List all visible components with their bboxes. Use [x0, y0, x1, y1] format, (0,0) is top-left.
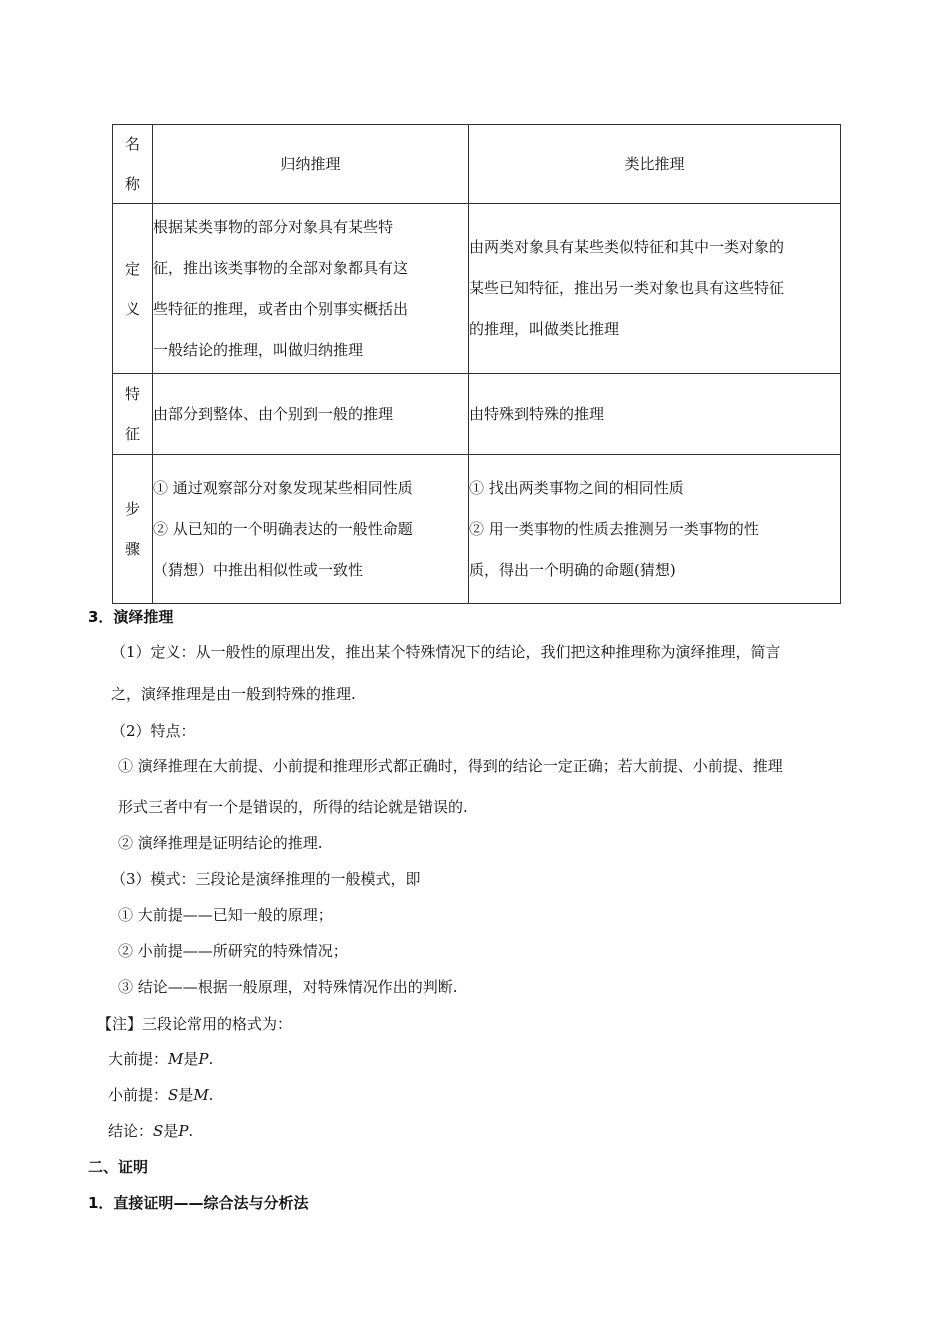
mode-item-3: ③ 结论——根据一般原理，对特殊情况作出的判断.: [118, 978, 458, 996]
math-var: S: [168, 1086, 179, 1104]
row-label-feature: [113, 374, 153, 455]
syllogism-prefix: 结论：: [108, 1122, 154, 1140]
row-label-char: 定: [124, 259, 140, 278]
cell-line: ② 用一类事物的性质去推测另一类事物的性: [469, 519, 759, 538]
direct-proof-heading: 1．直接证明——综合法与分析法: [88, 1194, 309, 1212]
features-title: （2）特点：: [111, 722, 196, 740]
syllogism-prefix: 大前提：: [108, 1050, 169, 1068]
mode-item-2: ② 小前提——所研究的特殊情况；: [118, 942, 348, 960]
steps-analogical-cell: [469, 455, 841, 604]
math-var: P: [178, 1122, 189, 1140]
feature-analogical-cell: [469, 374, 841, 455]
cell-line: 由部分到整体、由个别到一般的推理: [153, 404, 394, 423]
cell-line: 的推理，叫做类比推理: [469, 320, 620, 338]
header-col-inductive: 归纳推理: [153, 125, 469, 204]
definition-inductive-cell: [153, 204, 469, 374]
feature-inductive-cell: [153, 374, 469, 455]
cell-line: ② 从已知的一个明确表达的一般性命题: [153, 519, 413, 538]
cell-line: 根据某类事物的部分对象具有某些特: [153, 217, 394, 236]
proof-heading: 二、证明: [88, 1158, 149, 1176]
definition-analogical-cell: [469, 204, 841, 374]
header-label-char: 名: [124, 135, 140, 153]
row-label-steps: [113, 455, 153, 604]
cell-line: ① 通过观察部分对象发现某些相同性质: [153, 478, 413, 497]
table-row-steps: [113, 455, 841, 604]
cell-line: 一般结论的推理，叫做归纳推理: [153, 340, 364, 359]
period: .: [208, 1086, 214, 1104]
syllogism-conclusion: [108, 1120, 193, 1141]
syllogism-verb: 是: [163, 1122, 179, 1140]
comparison-table: [112, 124, 841, 604]
math-var: M: [168, 1050, 184, 1068]
row-label-char: 特: [124, 385, 140, 403]
feature-2: ② 演绎推理是证明结论的推理.: [118, 834, 323, 852]
table-row-definition: [113, 204, 841, 374]
feature-1-line-2: 形式三者中有一个是错误的，所得的结论就是错误的.: [118, 798, 468, 816]
definition-line-2: 之，演绎推理是由一般到特殊的推理.: [111, 685, 356, 703]
cell-line: 由两类对象具有某些类似特征和其中一类对象的: [469, 238, 785, 256]
note: 【注】三段论常用的格式为：: [97, 1015, 293, 1033]
mode-title: （3）模式：三段论是演绎推理的一般模式，即: [111, 870, 421, 888]
syllogism-minor: [108, 1084, 213, 1105]
cell-line: ① 找出两类事物之间的相同性质: [469, 478, 684, 497]
row-label-char: 骤: [124, 540, 140, 558]
feature-1-line-1: ① 演绎推理在大前提、小前提和推理形式都正确时，得到的结论一定正确；若大前提、小前提、推理: [118, 757, 783, 775]
definition-line-1: （1）定义：从一般性的原理出发，推出某个特殊情况下的结论，我们把这种推理称为演绎推理，简言: [111, 643, 781, 661]
table-row-feature: [113, 374, 841, 455]
syllogism-verb: 是: [183, 1050, 199, 1068]
math-var: S: [153, 1122, 164, 1140]
steps-inductive-cell: [153, 455, 469, 604]
cell-line: 质，得出一个明确的命题(猜想): [469, 560, 676, 579]
row-label-char: 义: [124, 299, 140, 318]
section-3-heading: 3．演绎推理: [88, 608, 174, 626]
period: .: [208, 1050, 214, 1068]
cell-line: （猜想）中推出相似性或一致性: [153, 560, 364, 579]
math-var: M: [193, 1086, 209, 1104]
table-header-row: [113, 125, 841, 204]
math-var: P: [198, 1050, 209, 1068]
cell-line: 征，推出该类事物的全部对象都具有这: [153, 258, 409, 277]
cell-line: 某些已知特征，推出另一类对象也具有这些特征: [469, 279, 785, 297]
row-label-definition: [113, 204, 153, 374]
syllogism-prefix: 小前提：: [108, 1086, 169, 1104]
period: .: [188, 1122, 194, 1140]
header-label-char: 称: [124, 175, 140, 193]
row-label-char: 步: [124, 500, 140, 518]
header-col-analogical: 类比推理: [469, 125, 841, 204]
syllogism-major: [108, 1048, 213, 1069]
row-label-char: 征: [124, 425, 140, 443]
cell-line: 由特殊到特殊的推理: [469, 404, 605, 423]
header-label-cell: [113, 125, 153, 204]
syllogism-verb: 是: [178, 1086, 194, 1104]
mode-item-1: ① 大前提——已知一般的原理；: [118, 906, 333, 924]
cell-line: 些特征的推理，或者由个别事实概括出: [153, 299, 409, 318]
